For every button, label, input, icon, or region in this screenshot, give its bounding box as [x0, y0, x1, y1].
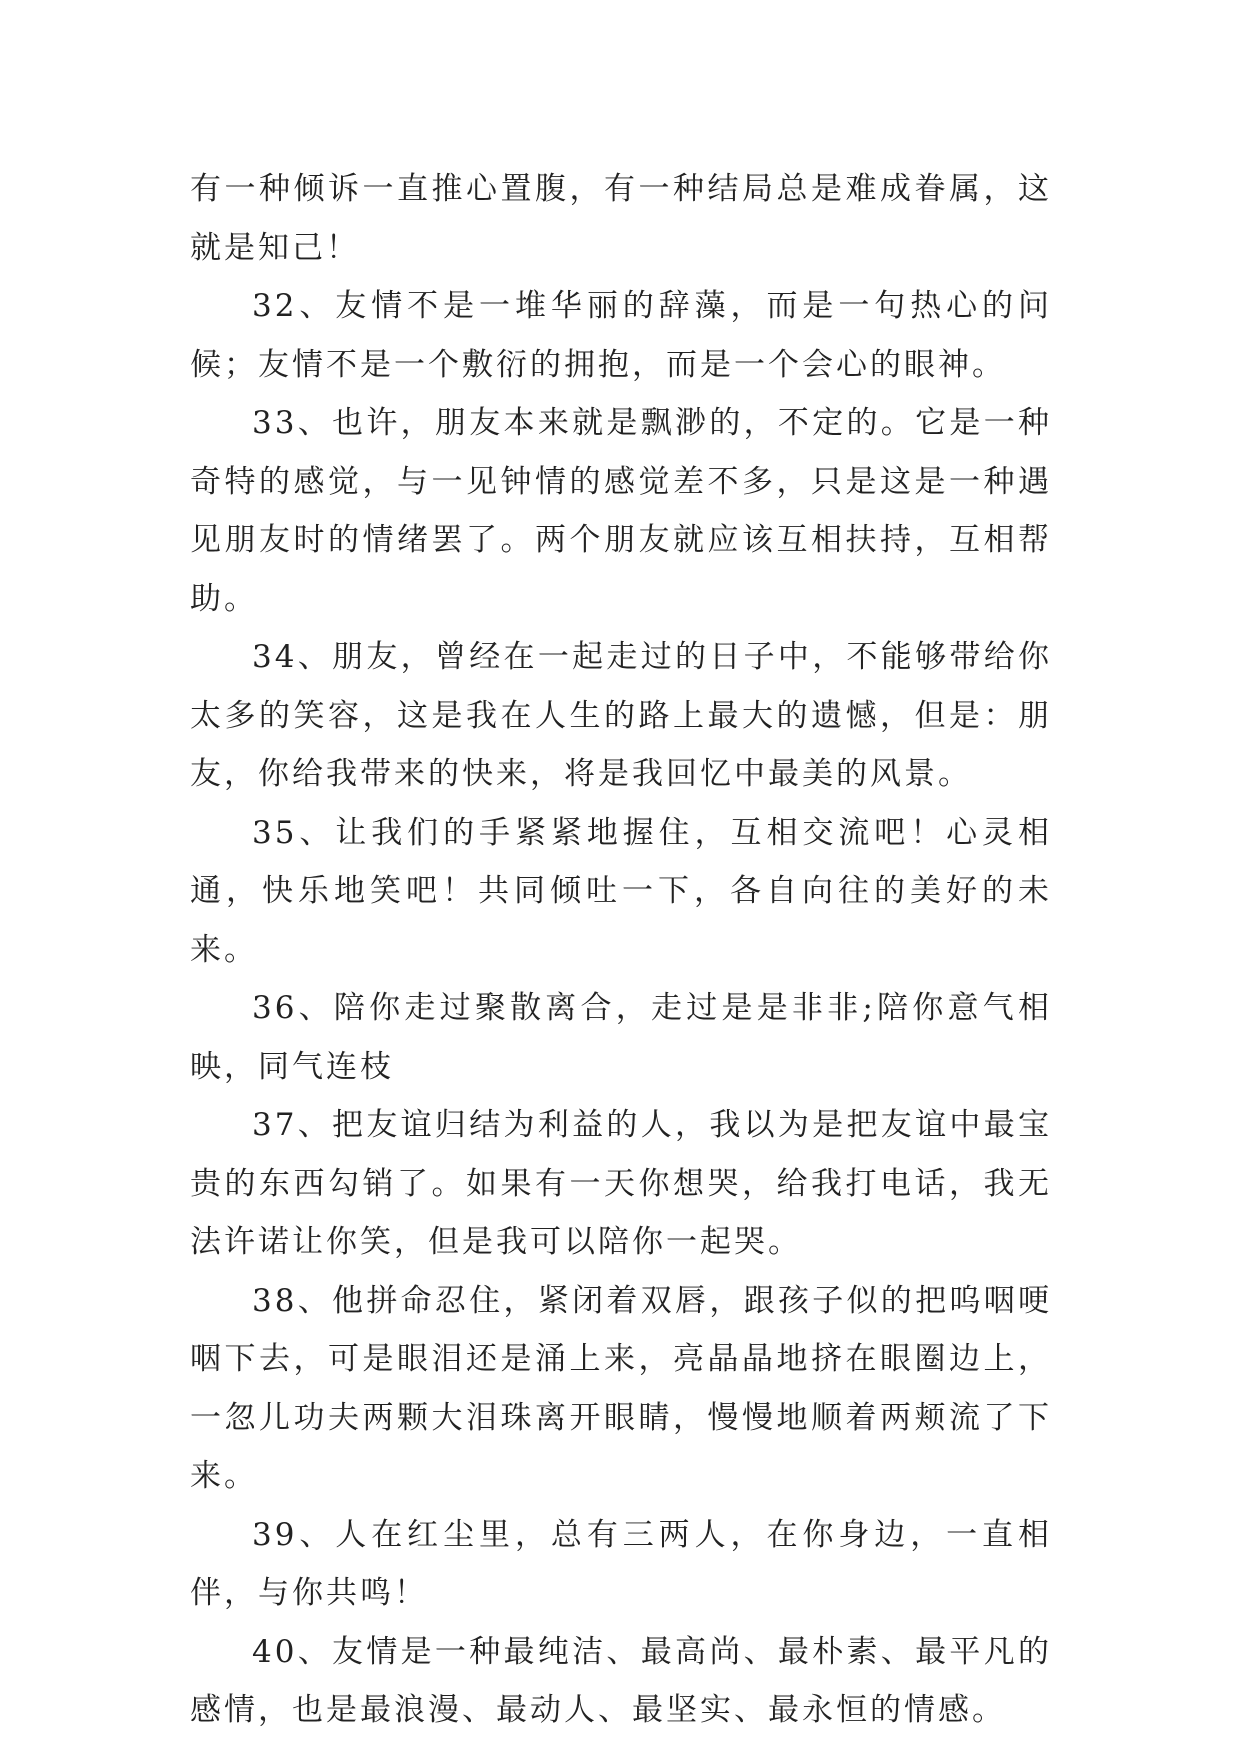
- paragraph-39: 39、人在红尘里，总有三两人，在你身边，一直相伴，与你共鸣！: [190, 1516, 1052, 1611]
- paragraph-38: 38、他拼命忍住，紧闭着双唇，跟孩子似的把呜咽哽咽下去，可是眼泪还是涌上来，亮晶晶地挤在眼圈边上，一忽儿功夫两颗大泪珠离开眼睛，慢慢地顺着两颊流了下来。: [190, 1282, 1052, 1494]
- paragraph-40: 40、友情是一种最纯洁、最高尚、最朴素、最平凡的感情，也是最浪漫、最动人、最坚实、最永恒的情感。: [190, 1633, 1052, 1728]
- paragraph-34: 34、朋友，曾经在一起走过的日子中，不能够带给你太多的笑容，这是我在人生的路上最大的遗憾，但是：朋友，你给我带来的快来，将是我回忆中最美的风景。: [190, 639, 1052, 792]
- document-body: [190, 160, 1052, 1740]
- paragraph-continuation: 有一种倾诉一直推心置腹，有一种结局总是难成眷属，这就是知己！: [190, 171, 1052, 266]
- paragraph-33: 33、也许，朋友本来就是飘渺的，不定的。它是一种奇特的感觉，与一见钟情的感觉差不多，只是这是一种遇见朋友时的情绪罢了。两个朋友就应该互相扶持，互相帮助。: [190, 405, 1052, 617]
- paragraph-35: 35、让我们的手紧紧地握住，互相交流吧！心灵相通，快乐地笑吧！共同倾吐一下，各自向往的美好的未来。: [190, 814, 1052, 968]
- paragraph-36: 36、陪你走过聚散离合，走过是是非非;陪你意气相映，同气连枝: [190, 990, 1052, 1085]
- paragraph-32: 32、友情不是一堆华丽的辞藻，而是一句热心的问候；友情不是一个敷衍的拥抱，而是一个会心的眼神。: [190, 288, 1052, 383]
- paragraph-37: 37、把友谊归结为利益的人，我以为是把友谊中最宝贵的东西勾销了。如果有一天你想哭，给我打电话，我无法许诺让你笑，但是我可以陪你一起哭。: [190, 1107, 1052, 1260]
